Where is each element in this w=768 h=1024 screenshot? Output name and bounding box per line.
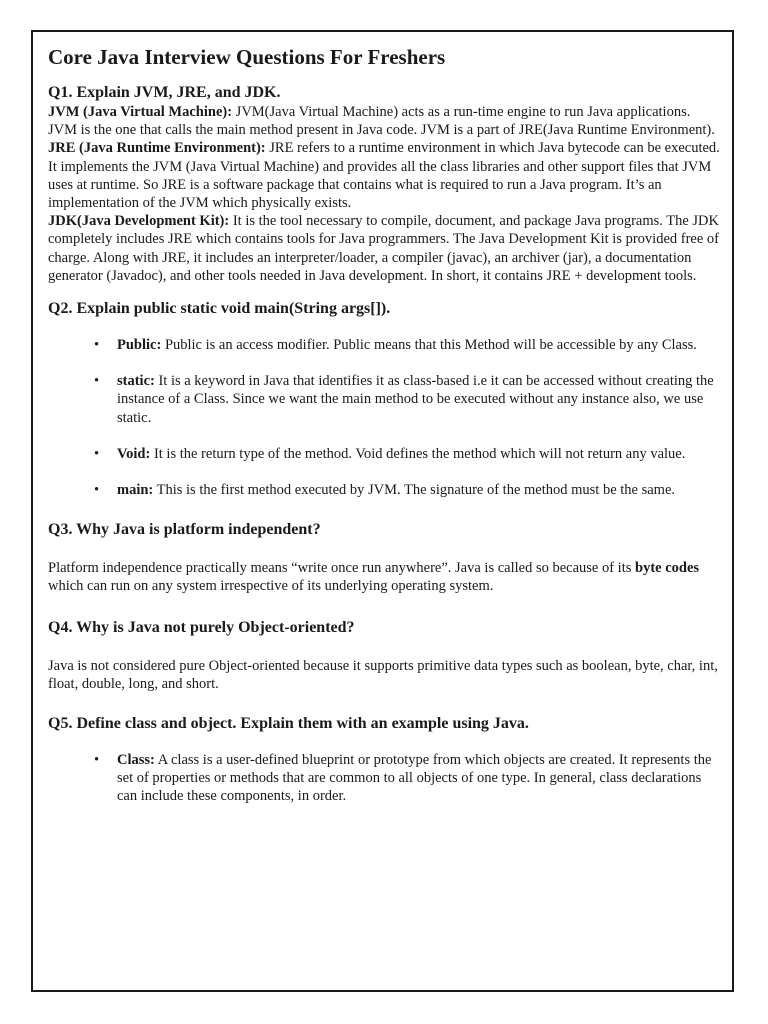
q1-jre-text: JRE refers to a runtime environment in which Java bytecode can be executed. It implements the JVM (Java Virtual Machine) and provides all the class libraries and other support files that JVM uses at runtime. So JRE is a software package that contains what is required to run a Java program. It’s an implementation of the JVM which physically exists. bbox=[48, 140, 720, 212]
q4-paragraph: Java is not considered pure Object-oriented because it supports primitive data types such as boolean, byte, char, int, float, double, long, and short. bbox=[48, 657, 718, 692]
q5-item-term: Class: bbox=[117, 752, 155, 769]
q1-jre-term: JRE (Java Runtime Environment): bbox=[48, 140, 266, 157]
q1-jvm-paragraph bbox=[48, 103, 720, 139]
q2-item-text: It is a keyword in Java that identifies it as class-based i.e it can be accessed without creating the instance of a Class. Since we want the main method to be executed without any instance also, we use static. bbox=[117, 373, 714, 426]
q1-jdk-paragraph bbox=[48, 212, 720, 285]
q1-jdk-term: JDK(Java Development Kit): bbox=[48, 213, 230, 230]
q3-bold-term: byte codes bbox=[635, 560, 700, 577]
q5-heading: Q5. Define class and object. Explain them with an example using Java. bbox=[48, 715, 529, 733]
list-item bbox=[48, 481, 720, 499]
q2-item-term: static: bbox=[117, 373, 155, 390]
list-item bbox=[48, 445, 720, 463]
q2-item-term: Public: bbox=[117, 337, 162, 354]
q2-item-term: Void: bbox=[117, 445, 151, 462]
q1-jvm-text: JVM(Java Virtual Machine) acts as a run-time engine to run Java applications. JVM is the one that calls the main method present in Java code. JVM is a part of JRE(Java Runtime Environment). bbox=[48, 104, 715, 139]
q1-jre-paragraph bbox=[48, 139, 720, 212]
q3-paragraph bbox=[48, 559, 720, 595]
q5-item-text: A class is a user-defined blueprint or prototype from which objects are created. It represents the set of properties or methods that are common to all objects of one type. In general, class declarations can include these components, in order. bbox=[117, 752, 712, 805]
document-title: Core Java Interview Questions For Freshers bbox=[48, 45, 446, 69]
q3-text-before: Platform independence practically means “write once run anywhere”. Java is called so because of its bbox=[48, 560, 636, 577]
q2-list bbox=[48, 336, 720, 499]
q2-heading: Q2. Explain public static void main(String args[]). bbox=[48, 300, 391, 318]
list-item bbox=[48, 336, 720, 354]
q3-heading: Q3. Why Java is platform independent? bbox=[48, 521, 321, 539]
q1-jvm-term: JVM (Java Virtual Machine): bbox=[48, 104, 233, 120]
document-page bbox=[31, 30, 734, 992]
list-item bbox=[48, 751, 720, 806]
q5-list bbox=[48, 751, 720, 806]
q2-item-term: main: bbox=[117, 482, 154, 499]
q3-text-after: which can run on any system irrespective of its underlying operating system. bbox=[48, 578, 494, 595]
q2-item-text: Public is an access modifier. Public means that this Method will be accessible by any Class. bbox=[161, 337, 697, 354]
q1-heading: Q1. Explain JVM, JRE, and JDK. bbox=[48, 84, 281, 101]
q1-jdk-text: It is the tool necessary to compile, document, and package Java programs. The JDK completely includes JRE which contains tools for Java programmers. The Java Development Kit is provided free of charge. Along with JRE, it includes an interpreter/loader, a compiler (javac), an archiver (jar), a documentation generator (Javadoc), and other tools needed in Java development. In short, it contains JRE + development tools. bbox=[48, 213, 719, 284]
q4-heading: Q4. Why is Java not purely Object-oriented? bbox=[48, 618, 355, 636]
q2-item-text: This is the first method executed by JVM. The signature of the method must be the same. bbox=[153, 482, 676, 499]
q2-item-text: It is the return type of the method. Void defines the method which will not return any value. bbox=[150, 445, 686, 462]
list-item bbox=[48, 372, 720, 427]
document-content bbox=[48, 44, 720, 806]
